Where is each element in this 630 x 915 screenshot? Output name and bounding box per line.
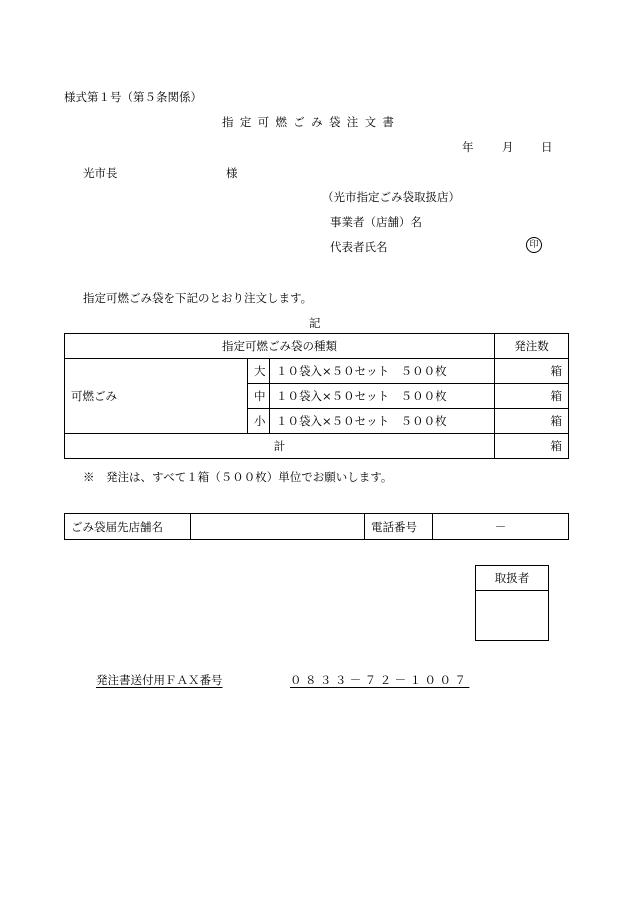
date-month: 月	[502, 140, 514, 154]
form-number: 様式第１号（第５条関係）	[64, 90, 202, 104]
shop-type-label: （光市指定ごみ袋取扱店）	[322, 190, 460, 204]
size-cell: 小	[248, 409, 270, 434]
fax-number: ０８３３－７２－１００７	[290, 673, 470, 687]
delivery-shop-field[interactable]	[191, 514, 365, 540]
spec-cell: １０袋入×５０セット ５００枚	[270, 384, 495, 409]
qty-cell-total[interactable]: 箱	[495, 434, 569, 459]
business-name-label: 事業者（店舗）名	[330, 215, 422, 229]
handler-label: 取扱者	[476, 566, 548, 591]
qty-cell-large[interactable]: 箱	[495, 359, 569, 384]
phone-label: 電話番号	[365, 514, 433, 540]
order-header-row	[65, 334, 569, 359]
order-note: ※ 発注は、すべて１箱（５００枚）単位でお願いします。	[83, 470, 393, 484]
shop-table	[64, 513, 569, 540]
size-cell: 大	[248, 359, 270, 384]
order-table	[64, 333, 569, 459]
handler-stamp-area[interactable]	[476, 591, 548, 641]
seal-mark: 印	[526, 237, 542, 253]
qty-cell-small[interactable]: 箱	[495, 409, 569, 434]
total-label: 計	[65, 434, 495, 459]
addressee-name: 光市長	[83, 166, 118, 180]
spec-cell: １０袋入×５０セット ５００枚	[270, 409, 495, 434]
order-row-large	[65, 359, 569, 384]
record-heading: 記	[309, 316, 321, 330]
addressee-honorific: 様	[226, 166, 238, 180]
shop-row	[65, 514, 569, 540]
representative-label: 代表者氏名	[330, 240, 388, 254]
delivery-shop-label: ごみ袋届先店舗名	[65, 514, 191, 540]
handler-box	[475, 565, 549, 641]
intro-text: 指定可燃ごみ袋を下記のとおり注文します。	[83, 291, 313, 305]
header-bag-type: 指定可燃ごみ袋の種類	[65, 334, 495, 359]
qty-cell-medium[interactable]: 箱	[495, 384, 569, 409]
fax-label: 発注書送付用ＦＡＸ番号	[96, 673, 223, 687]
date-day: 日	[541, 140, 553, 154]
header-order-qty: 発注数	[495, 334, 569, 359]
spec-cell: １０袋入×５０セット ５００枚	[270, 359, 495, 384]
phone-field[interactable]: －	[433, 514, 569, 540]
order-total-row	[65, 434, 569, 459]
size-cell: 中	[248, 384, 270, 409]
page-title: 指定可燃ごみ袋注文書	[222, 115, 401, 129]
date-year: 年	[462, 140, 474, 154]
category-cell: 可燃ごみ	[65, 359, 248, 434]
